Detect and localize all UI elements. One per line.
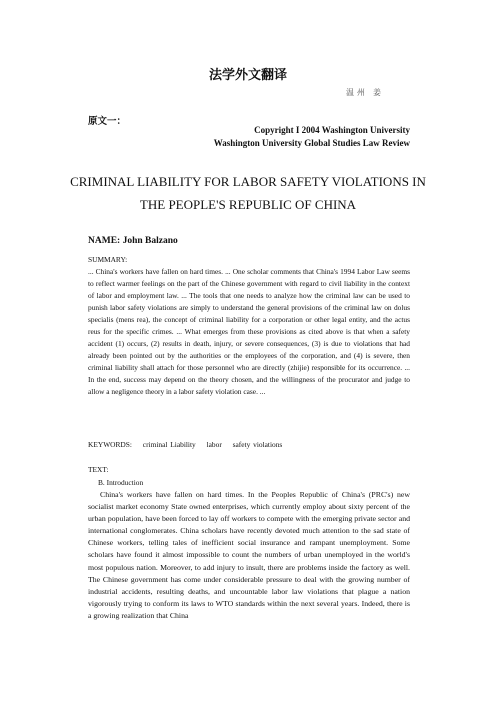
journal-name: Washington University Global Studies Law Review [213, 138, 410, 148]
original-text-label: 原文一： [88, 116, 127, 127]
keyword: labor [206, 440, 222, 449]
article-title-line1: CRIMINAL LIABILITY FOR LABOR SAFETY VIOLATIONS IN [70, 174, 426, 189]
keywords-label: KEYWORDS: [88, 440, 132, 449]
article-title-line2: THE PEOPLE'S REPUBLIC OF CHINA [139, 197, 357, 212]
keywords-line [88, 440, 290, 449]
summary-text: ... China's workers have fallen on hard times. ... One scholar comments that China's 1994 Labor Law seems to reflect warmer feelings on the part of the Chinese government with regard to civil liability in the context of labor and employment law. ... The tools that one needs to analyze how the criminal law can be used to punish labor safety violations are simply to understand the general provisions of the criminal law on dolus specialis (mens rea), the concept of criminal liability for a corporation or other legal entity, and the actus reus for the specific crimes. ... What emerges from these provisions as cited above is that when a safety accident (1) occurs, (2) results in death, injury, or severe consequences, (3) is due to violations that had already been pointed out by the authorities or the employees of the corporation, and (4) is severe, then criminal liability shall attach for those personnel who are directly (zhijie) responsible for its occurrence. ... In the end, success may depend on the theory chosen, and the willingness of the procurator and judge to allow a negligence theory in a labor safety violation case. ... [88, 267, 410, 397]
body-paragraph: China's workers have fallen on hard times. In the Peoples Republic of China's (PRC's) new socialist market economy State owned enterprises, which currently employ about sixty percent of the urban population, have been forced to lay off workers to compete with the emerging private sector and international conglomerates. China scholars have recently devoted much attention to the sad state of Chinese workers, telling tales of inefficient social insurance and rampant unemployment. Some scholars have found it almost impossible to count the numbers of urban unemployed in the world's most populous nation. Moreover, to add injury to insult, there are problems inside the factory as well. The Chinese government has come under considerable pressure to deal with the growing number of industrial accidents, resulting deaths, and uncountable labor law violations that plague a nation vigorously trying to conform its laws to WTO standards within the next several years. Indeed, there is a growing realization that China [88, 490, 410, 620]
summary-label: SUMMARY: [88, 255, 128, 264]
text-label: TEXT: [88, 465, 109, 474]
article-title [70, 170, 426, 216]
copyright-block [214, 124, 410, 150]
document-title: 法学外文翻译 [208, 68, 287, 83]
keyword: criminal Liability [142, 440, 196, 449]
author-line: NAME: John Balzano [88, 236, 178, 246]
author-name: 温州 姜 [346, 88, 384, 97]
keyword: safety violations [232, 440, 283, 449]
copyright-line: Copyright I 2004 Washington University [254, 125, 410, 135]
section-heading: B. Introduction [98, 478, 144, 487]
